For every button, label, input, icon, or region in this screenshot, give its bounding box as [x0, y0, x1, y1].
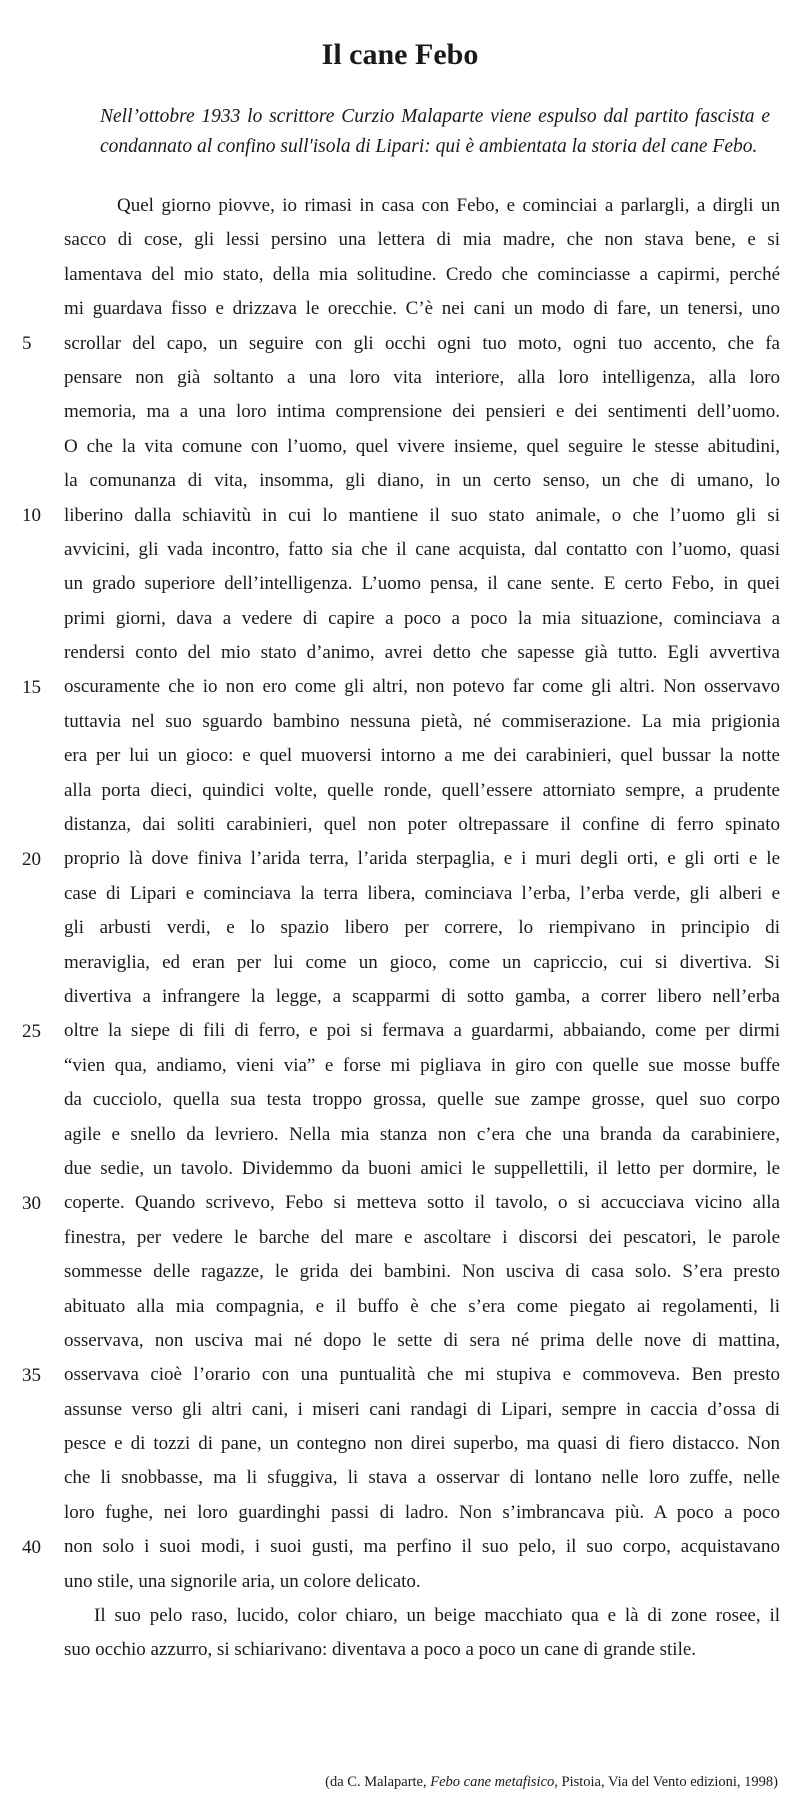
text-line: osservava cioè l’orario con una puntualità che mi stupiva e commoveva. Ben presto — [64, 1364, 780, 1386]
text-line: pesce e di tozzi di pane, un contegno non direi superbo, ma quasi di fiero distacco. Non — [64, 1433, 780, 1455]
text-line: liberino dalla schiavitù in cui lo mantiene il suo stato animale, o che l’uomo gli si — [64, 504, 780, 526]
text-line: alla porta dieci, quindici volte, quelle ronde, quell’essere attorniato sempre, a prudente — [64, 779, 780, 801]
text-line: proprio là dove finiva l’arida terra, l’arida sterpaglia, e i muri degli orti, e gli orti e le — [64, 848, 780, 870]
document-title: Il cane Febo — [321, 38, 479, 71]
line-number: 15 — [22, 676, 41, 698]
text-line: scrollar del capo, un seguire con gli occhi ogni tuo moto, ogni tuo accento, che fa — [64, 332, 780, 354]
text-line: case di Lipari e cominciava la terra libera, cominciava l’erba, l’erba verde, gli alberi e — [64, 882, 780, 904]
text-line: Quel giorno piovve, io rimasi in casa con Febo, e cominciai a parlargli, a dirgli un — [117, 195, 780, 216]
text-line: meraviglia, ed eran per lui come un gioco, come un capriccio, cui si divertiva. Si — [64, 951, 780, 973]
text-line: coperte. Quando scrivevo, Febo si metteva sotto il tavolo, o si accucciava vicino alla — [64, 1192, 780, 1214]
line-number: 40 — [22, 1536, 41, 1558]
citation-book-title: Febo cane metafisico — [430, 1774, 555, 1790]
text-line: Il suo pelo raso, lucido, color chiaro, un beige macchiato qua e là di zone rosee, il — [94, 1605, 780, 1627]
line-number: 25 — [22, 1020, 41, 1042]
text-line: memoria, ma a una loro intima comprensione dei pensieri e dei sentimenti dell’uomo. — [64, 401, 780, 423]
text-line: due sedie, un tavolo. Dividemmo da buoni amici le suppellettili, il letto per dormire, le — [64, 1157, 780, 1179]
text-line: avvicini, gli vada incontro, fatto sia che il cane acquista, dal contatto con l’uomo, quasi — [64, 538, 780, 560]
line-number: 30 — [22, 1192, 41, 1214]
source-citation — [325, 1774, 778, 1791]
text-line: divertiva a infrangere la legge, a scapparmi di sotto gamba, a correr libero nell’erba — [64, 985, 780, 1007]
text-line: loro fughe, nei loro guardinghi passi di ladro. Non s’imbrancava più. A poco a poco — [64, 1501, 780, 1523]
text-line: O che la vita comune con l’uomo, quel vivere insieme, quel seguire le stesse abitudini, — [64, 435, 780, 457]
citation-suffix: , Pistoia, Via del Vento edizioni, 1998) — [554, 1774, 778, 1790]
text-line: distanza, dai soliti carabinieri, quel non poter oltrepassare il confine di ferro spinato — [64, 814, 780, 836]
line-number: 20 — [22, 848, 41, 870]
text-line: rendersi conto del mio stato d’animo, avrei detto che sapesse già tutto. Egli avvertiva — [64, 642, 780, 664]
text-line: abituato alla mia compagnia, e il buffo è che s’era come piegato ai regolamenti, li — [64, 1295, 780, 1317]
text-line: da cucciolo, quella sua testa troppo grossa, quelle sue zampe grosse, quel suo corpo — [64, 1089, 780, 1111]
text-line: pensare non già soltanto a una loro vita interiore, alla loro intelligenza, alla loro — [64, 366, 780, 388]
text-line: “vien qua, andiamo, vieni via” e forse mi pigliava in giro con quelle sue mosse buffe — [64, 1054, 780, 1076]
text-line: che li snobbasse, ma li sfuggiva, li stava a osservar di lontano nelle loro zuffe, nelle — [64, 1467, 780, 1489]
text-line: osservava, non usciva mai né dopo le sette di sera né prima delle nove di mattina, — [64, 1329, 780, 1351]
line-number: 5 — [22, 332, 32, 354]
text-line: sommesse delle ragazze, le grida dei bambini. Non usciva di casa solo. S’era presto — [64, 1261, 780, 1283]
text-line: gli arbusti verdi, e lo spazio libero per correre, lo riempivano in principio di — [64, 917, 780, 939]
text-line: sacco di cose, gli lessi persino una lettera di mia madre, che non stava bene, e si — [64, 229, 780, 251]
text-line: uno stile, una signorile aria, un colore delicato. — [64, 1570, 421, 1592]
text-line: tuttavia nel suo sguardo bambino nessuna pietà, né commiserazione. La mia prigionia — [64, 710, 780, 732]
text-line: oltre la siepe di fili di ferro, e poi si fermava a guardarmi, abbaiando, come per dirmi — [64, 1020, 780, 1042]
text-line: oscuramente che io non ero come gli altri, non potevo far come gli altri. Non osservavo — [64, 676, 780, 698]
text-line: mi guardava fisso e drizzava le orecchie. C’è nei cani un modo di fare, un tenersi, uno — [64, 298, 780, 320]
intro-paragraph: Nell’ottobre 1933 lo scrittore Curzio Malaparte viene espulso dal partito fascista e condannato al confino sull'isola di Lipari: qui è ambientata la storia del cane Febo. — [100, 106, 770, 157]
text-line: un grado superiore dell’intelligenza. L’uomo pensa, il cane sente. E certo Febo, in quei — [64, 573, 780, 595]
text-line: suo occhio azzurro, si schiarivano: diventava a poco a poco un cane di grande stile. — [64, 1639, 697, 1661]
text-line: lamentava del mio stato, della mia solitudine. Credo che cominciasse a capirmi, perché — [64, 263, 780, 285]
line-number: 35 — [22, 1364, 41, 1386]
text-line: assunse verso gli altri cani, i miseri cani randagi di Lipari, sempre in caccia d’ossa di — [64, 1398, 780, 1420]
text-line: era per lui un gioco: e quel muoversi intorno a me dei carabinieri, quel bussar la notte — [64, 745, 780, 767]
text-line: primi giorni, dava a vedere di capire a poco a poco la mia situazione, cominciava a — [64, 607, 780, 629]
text-line: agile e snello da levriero. Nella mia stanza non c’era che una branda da carabiniere, — [64, 1123, 780, 1145]
text-line: la comunanza di vita, insomma, gli diano, in un certo senso, un che di umano, lo — [64, 470, 780, 492]
text-line: non solo i suoi modi, i suoi gusti, ma perfino il suo pelo, il suo corpo, acquistavano — [64, 1536, 780, 1558]
story-text — [64, 189, 780, 1668]
citation-prefix: (da C. Malaparte, — [325, 1774, 431, 1790]
text-line: finestra, per vedere le barche del mare e ascoltare i discorsi dei pescatori, le parole — [64, 1226, 780, 1248]
line-number: 10 — [22, 504, 41, 526]
